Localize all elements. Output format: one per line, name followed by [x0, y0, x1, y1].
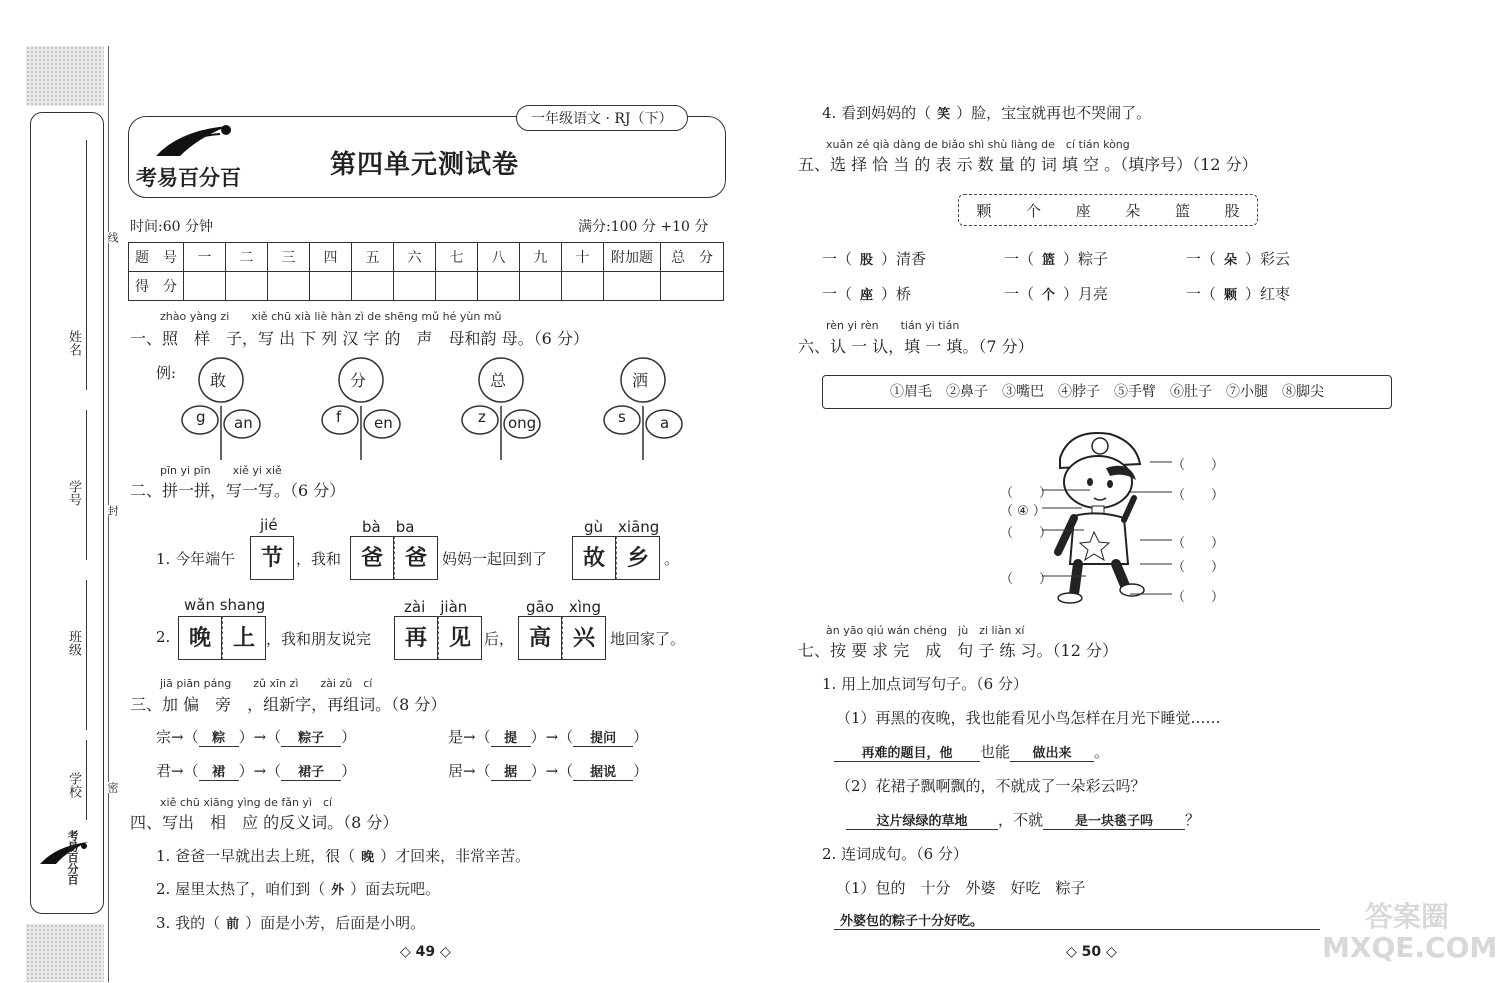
question-text: 1. 爸爸一早就出去上班，很（	[156, 847, 356, 865]
s3-end: ）	[341, 728, 357, 746]
s2-q1-mid: ，我和	[296, 550, 342, 568]
s3-arrow: ）→（	[238, 728, 282, 746]
table-cell: 附加题	[604, 243, 661, 272]
secret-label: 密	[106, 782, 119, 793]
table-cell: 五	[352, 243, 394, 272]
question-text: ）面去玩吧。	[350, 880, 441, 898]
answer-blank[interactable]: 外	[331, 883, 345, 898]
s2-q1-pinyin2: bà ba	[362, 518, 415, 536]
flower-yunmu: en	[374, 414, 393, 432]
table-cell: 三	[268, 243, 310, 272]
answer-blank[interactable]: 颗	[1224, 288, 1238, 303]
s2-q2-end: 地回家了。	[610, 630, 686, 648]
id-blank[interactable]	[86, 410, 87, 560]
measure-word: 座	[1075, 201, 1091, 220]
measure-word: 个	[1025, 201, 1041, 220]
body-label-left-4[interactable]: （ ）	[1000, 572, 1053, 587]
s3-title: 三、加 偏 旁 ，组新字，再组词。（8 分）	[130, 695, 447, 714]
score-table-header-row	[129, 243, 724, 272]
body-label-right-5[interactable]: （ ）	[1172, 590, 1225, 605]
answer-blank[interactable]: 篮	[1042, 253, 1056, 268]
answer-blank[interactable]: 提问	[573, 727, 633, 747]
s7-q1: （1）再黑的夜晚，我也能看见小鸟怎样在月光下睡觉……	[836, 709, 1221, 727]
score-cell[interactable]	[352, 272, 394, 301]
table-cell: 十	[562, 243, 604, 272]
s1-pinyin: zhào yàng zi xiě chū xià liè hàn zì de shēng mǔ hé yùn mǔ	[160, 310, 502, 323]
name-label: 姓名	[66, 330, 81, 356]
answer-blank[interactable]: 据	[491, 761, 531, 781]
question-text: 2. 屋里太热了，咱们到（	[156, 880, 326, 898]
table-cell: 九	[520, 243, 562, 272]
measure-word: 颗	[976, 201, 992, 220]
s2-q2-mid: ，我和朋友说完	[266, 630, 372, 648]
s7-q3: （1）包的 十分 外婆 好吃 粽子	[836, 879, 1086, 897]
tianzige-box[interactable]: 故	[572, 536, 616, 580]
question-text: 一（	[822, 285, 853, 303]
body-label-right-2[interactable]: （ ）	[1172, 488, 1225, 503]
question-text: ）红枣	[1245, 285, 1291, 303]
s3-arrow: ）→（	[530, 762, 574, 780]
flower-shengmu: s	[618, 408, 626, 426]
seal-label: 封	[106, 505, 119, 516]
question-text: 一（	[1186, 285, 1217, 303]
page-number-right: ◇ 50 ◇	[1066, 944, 1117, 960]
s2-q1-box3	[572, 536, 660, 580]
watermark: 答案圈 MXQE.COM	[1322, 900, 1498, 964]
score-cell[interactable]	[562, 272, 604, 301]
s3-base: 是→（	[448, 728, 491, 746]
flower-yunmu: ong	[508, 414, 537, 432]
tianzige-box[interactable]: 晚	[178, 616, 222, 660]
question-text: ）桥	[881, 285, 912, 303]
body-label-left-2[interactable]: （ ④ ）	[1000, 504, 1046, 519]
flower-4	[598, 356, 688, 462]
score-cell[interactable]	[184, 272, 226, 301]
s3-item-1	[156, 726, 356, 747]
s3-base: 君→（	[156, 762, 199, 780]
brand-logo-icon	[150, 120, 240, 160]
s3-base: 居→（	[448, 762, 491, 780]
s3-end: ）	[633, 728, 649, 746]
answer-text: ？	[1185, 811, 1201, 829]
answer-blank[interactable]: 做出来	[1010, 742, 1094, 762]
answer-blank[interactable]: 座	[860, 288, 874, 303]
s3-item-2	[448, 726, 648, 747]
answer-blank[interactable]: 外婆包的粽子十分好吃。	[834, 910, 1320, 930]
answer-blank[interactable]: 朵	[1224, 253, 1238, 268]
answer-blank[interactable]: 个	[1042, 288, 1056, 303]
tianzige-box[interactable]: 再	[394, 616, 438, 660]
s2-title: 二、拼一拼，写一写。（6 分）	[130, 481, 346, 500]
s2-q2-mid2: 后，	[484, 630, 515, 648]
answer-blank[interactable]: 这片绿绿的草地	[846, 810, 998, 830]
flower-shengmu: z	[478, 408, 486, 426]
tianzige-box[interactable]: 兴	[562, 616, 606, 660]
name-blank[interactable]	[86, 140, 87, 390]
answer-text: 。	[1094, 743, 1110, 761]
score-cell[interactable]	[520, 272, 562, 301]
score-cell[interactable]	[268, 272, 310, 301]
s3-end: ）	[341, 762, 357, 780]
score-cell[interactable]	[436, 272, 478, 301]
s2-q1-pinyin1: jié	[260, 516, 278, 534]
s2-q2-box1	[178, 616, 266, 660]
flower-shengmu: f	[336, 408, 342, 426]
flower-char: 分	[350, 371, 367, 390]
s7-pinyin: àn yāo qiú wán chéng jù zi liàn xí	[826, 624, 1025, 637]
question-text: 3. 我的（	[156, 914, 221, 932]
score-cell[interactable]	[604, 272, 661, 301]
answer-blank[interactable]: 再难的题目，他	[834, 742, 980, 762]
measure-word: 篮	[1174, 201, 1190, 220]
table-cell: 得 分	[129, 272, 184, 301]
s2-q1-pinyin3: gù xiāng	[584, 518, 660, 536]
flower-char: 总	[490, 371, 507, 390]
tianzige-box[interactable]: 上	[222, 616, 266, 660]
flower-1	[176, 356, 266, 462]
answer-blank[interactable]: 提	[491, 727, 531, 747]
s5-item-1	[822, 248, 926, 269]
s5-title: 五、选 择 恰 当 的 表 示 数 量 的 词 填 空 。（填序号）（12 分）	[798, 155, 1258, 174]
question-text: 一（	[1186, 250, 1217, 268]
binding-strip-top	[26, 46, 104, 106]
s6-title: 六、认 一 认，填 一 填。（7 分）	[798, 337, 1034, 356]
s4-title: 四、写出 相 应 的反义词。（8 分）	[130, 813, 399, 832]
answer-blank[interactable]: 裙	[199, 761, 239, 781]
s2-q1-mid2: 妈妈一起回到了	[442, 550, 548, 568]
question-text: 一（	[1004, 250, 1035, 268]
page-title: 第四单元测试卷	[330, 150, 520, 180]
s2-q2-num: 2.	[156, 628, 171, 646]
body-label-left-3[interactable]: （ ）	[1000, 526, 1053, 541]
flower-char: 洒	[632, 371, 649, 390]
s1-title: 一、照 样 子，写 出 下 列 汉 字 的 声 母和韵 母。（6 分）	[130, 329, 589, 348]
flower-char: 敢	[210, 371, 227, 390]
s4-q4	[822, 102, 1151, 123]
binding-brand: 考易百分百	[66, 830, 79, 885]
score-cell[interactable]	[661, 272, 724, 301]
table-cell: 七	[436, 243, 478, 272]
score-cell[interactable]	[478, 272, 520, 301]
s2-q2-pinyin1: wǎn shang	[184, 596, 266, 614]
line-label: 线	[106, 232, 119, 243]
tianzige-box[interactable]: 爸	[394, 536, 438, 580]
tianzige-box[interactable]: 乡	[616, 536, 660, 580]
table-cell: 一	[184, 243, 226, 272]
s2-q1-end: 。	[664, 550, 680, 568]
s5-word-box	[958, 194, 1258, 226]
exam-time: 时间:60 分钟	[130, 219, 213, 235]
answer-blank[interactable]: 据说	[573, 761, 633, 781]
s3-item-4	[448, 760, 648, 781]
question-text: 一（	[1004, 285, 1035, 303]
class-label: 班级	[66, 630, 81, 656]
s4-q3	[156, 912, 425, 933]
body-label-right-3[interactable]: （ ）	[1172, 536, 1225, 551]
school-blank[interactable]	[86, 740, 87, 820]
s7-a3	[834, 910, 1320, 930]
answer-blank[interactable]: 裙子	[281, 761, 341, 781]
s3-pinyin: jiā piān páng zǔ xīn zì zài zǔ cí	[160, 677, 373, 690]
s2-q2-pinyin2: zài jiàn	[404, 598, 468, 616]
s3-end: ）	[633, 762, 649, 780]
table-cell: 总 分	[661, 243, 724, 272]
brand-name: 考易百分百	[136, 166, 241, 190]
page-number-left: ◇ 49 ◇	[400, 944, 451, 960]
s5-item-5	[1004, 283, 1108, 304]
s7-a1	[834, 741, 1109, 762]
tianzige-box[interactable]: 爸	[350, 536, 394, 580]
s7-a2	[846, 809, 1200, 830]
question-text: ）才回来，非常辛苦。	[380, 847, 531, 865]
tianzige-box[interactable]: 高	[518, 616, 562, 660]
question-text: 4. 看到妈妈的（	[822, 104, 932, 122]
answer-blank[interactable]: 笑	[937, 107, 951, 122]
answer-blank[interactable]: 是一块毯子吗	[1043, 810, 1185, 830]
answer-blank[interactable]: 前	[226, 917, 240, 932]
s2-q1-text: 1. 今年端午	[156, 550, 236, 568]
s2-q2-box3	[518, 616, 606, 660]
score-table	[128, 242, 724, 301]
s2-q2-pinyin3: gāo xìng	[526, 598, 601, 616]
body-label-right-4[interactable]: （ ）	[1172, 560, 1225, 575]
answer-blank[interactable]: 粽子	[281, 727, 341, 747]
s7-sub2: 2. 连词成句。（6 分）	[822, 845, 968, 863]
s2-q1-box2	[350, 536, 438, 580]
table-cell: 题 号	[129, 243, 184, 272]
s7-title: 七、按 要 求 完 成 句 子 练 习。（12 分）	[798, 641, 1118, 660]
s3-base: 宗→（	[156, 728, 199, 746]
flower-yunmu: an	[234, 414, 253, 432]
school-label: 学校	[66, 772, 81, 798]
id-label: 学号	[66, 480, 81, 506]
answer-blank[interactable]: 晚	[361, 850, 375, 865]
s5-item-6	[1186, 283, 1290, 304]
s3-arrow: ）→（	[238, 762, 282, 780]
body-label-right-1[interactable]: （ ）	[1172, 458, 1225, 473]
table-cell: 八	[478, 243, 520, 272]
s2-q1-box1	[250, 536, 294, 580]
grade-badge: 一年级语文 · RJ（下）	[516, 105, 688, 131]
s3-item-3	[156, 760, 356, 781]
s2-pinyin: pīn yi pīn xiě yi xiě	[160, 464, 282, 477]
binding-strip-bottom	[26, 924, 104, 982]
body-label-left-1[interactable]: （ ）	[1000, 486, 1053, 501]
score-table-score-row	[129, 272, 724, 301]
question-text: ）彩云	[1245, 250, 1291, 268]
score-cell[interactable]	[394, 272, 436, 301]
question-text: ）脸，宝宝就再也不哭闹了。	[956, 104, 1152, 122]
s5-pinyin: xuǎn zé qià dàng de biǎo shì shù liàng de cí tián kòng	[826, 138, 1130, 151]
s5-item-3	[1186, 248, 1290, 269]
question-text: ）月亮	[1063, 285, 1109, 303]
table-cell: 六	[394, 243, 436, 272]
tianzige-box[interactable]: 见	[438, 616, 482, 660]
table-cell: 四	[310, 243, 352, 272]
s6-options-box: ①眉毛 ②鼻子 ③嘴巴 ④脖子 ⑤手臂 ⑥肚子 ⑦小腿 ⑧脚尖	[822, 375, 1392, 409]
s4-q2	[156, 878, 440, 899]
s7-q2: （2）花裙子飘啊飘的，不就成了一朵彩云吗？	[836, 777, 1146, 795]
question-text: ）清香	[881, 250, 927, 268]
answer-blank[interactable]: 股	[860, 253, 874, 268]
s4-q1	[156, 845, 530, 866]
tianzige-box[interactable]: 节	[250, 536, 294, 580]
table-cell: 二	[226, 243, 268, 272]
question-text: 一（	[822, 250, 853, 268]
flower-2	[316, 356, 406, 462]
s2-q2-box2	[394, 616, 482, 660]
flower-shengmu: g	[196, 408, 206, 426]
class-blank[interactable]	[86, 580, 87, 730]
answer-text: 也能	[980, 743, 1011, 761]
question-text: ）粽子	[1063, 250, 1109, 268]
flower-yunmu: a	[660, 414, 670, 432]
s4-pinyin: xiě chū xiāng yìng de fǎn yì cí	[160, 796, 333, 809]
s7-sub1: 1. 用上加点词写句子。（6 分）	[822, 675, 1028, 693]
measure-word: 朵	[1125, 201, 1141, 220]
score-cell[interactable]	[226, 272, 268, 301]
answer-text: ，不就	[998, 811, 1044, 829]
s1-example-label: 例:	[156, 364, 177, 382]
score-cell[interactable]	[310, 272, 352, 301]
measure-word: 股	[1224, 201, 1240, 220]
s5-item-2	[1004, 248, 1108, 269]
flower-3	[456, 356, 546, 462]
s6-pinyin: rèn yi rèn tián yi tián	[826, 319, 960, 332]
s3-arrow: ）→（	[530, 728, 574, 746]
answer-blank[interactable]: 粽	[199, 727, 239, 747]
question-text: ）面是小芳，后面是小明。	[245, 914, 426, 932]
s5-item-4	[822, 283, 911, 304]
full-score: 满分:100 分 +10 分	[578, 219, 709, 235]
